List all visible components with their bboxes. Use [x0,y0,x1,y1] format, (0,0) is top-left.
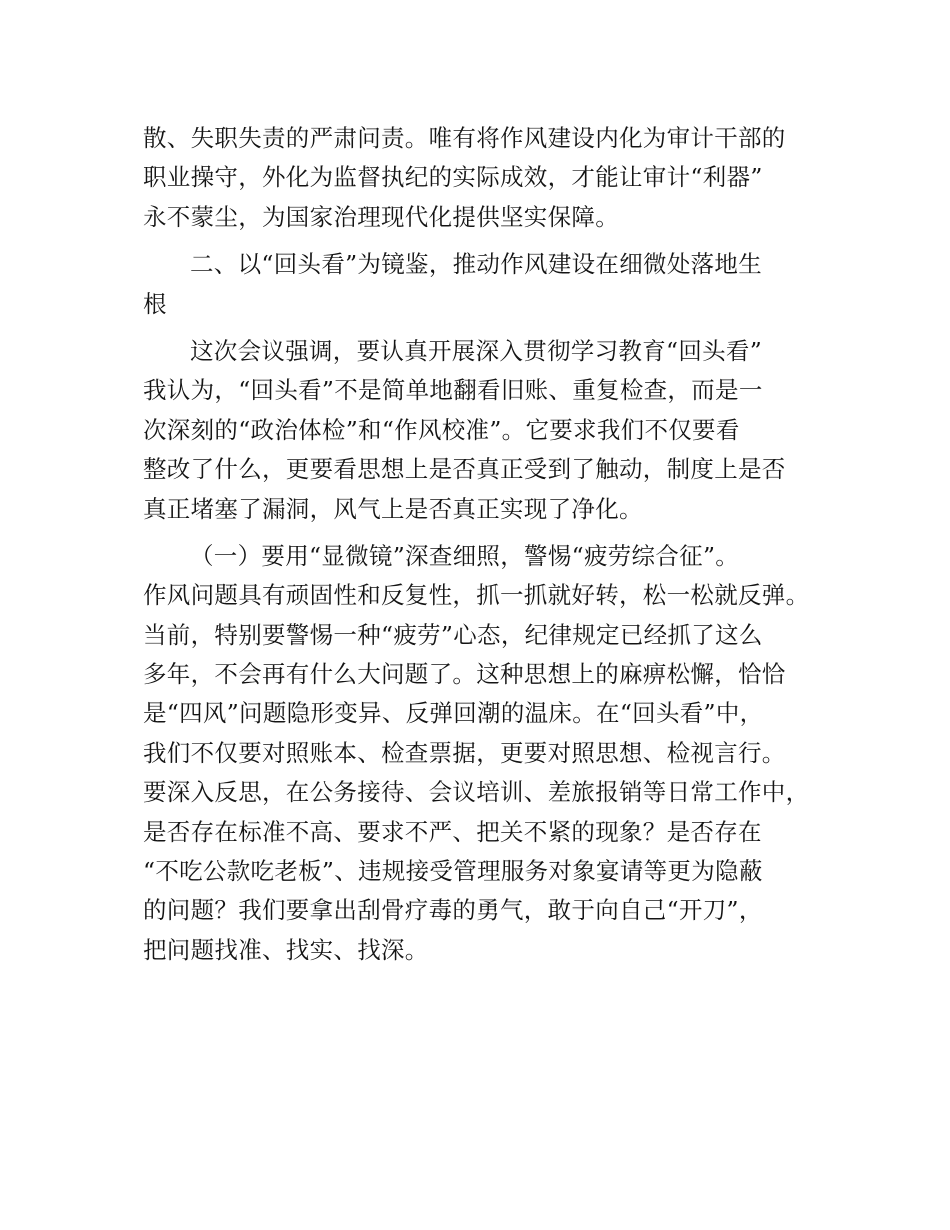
heading-line: 根 [143,289,167,318]
paragraph-line: 职业操守，外化为监督执纪的实际成效，才能让审计“利器” [143,163,763,192]
paragraph-line: 多年，不会再有什么大问题了。这种思想上的麻痹松懈，恰恰 [143,660,786,689]
paragraph-p3 [143,537,815,970]
paragraph-line: 真正堵塞了漏洞，风气上是否真正实现了净化。 [143,494,643,523]
paragraph-line: 我认为，“回头看”不是简单地翻看旧账、重复检查，而是一 [143,376,763,405]
paragraph-line: 是“四风”问题隐形变异、反弹回潮的温床。在“回头看”中， [143,699,764,728]
section-heading-2 [143,245,815,324]
paragraph-p1 [143,119,815,237]
document-body [143,119,815,970]
paragraph-line: 的问题？我们要拿出刮骨疗毒的勇气，敢于向自己“开刀”， [143,896,763,925]
paragraph-line: 作风问题具有顽固性和反复性，抓一抓就好转，松一松就反弹。 [143,581,810,610]
paragraph-line: 当前，特别要警惕一种“疲劳”心态，纪律规定已经抓了这么 [143,620,763,649]
heading-line: 二、以“回头看”为镜鉴，推动作风建设在细微处落地生 [190,250,763,279]
paragraph-line: 要深入反思，在公务接待、会议培训、差旅报销等日常工作中， [143,778,810,807]
paragraph-spacer [143,529,815,537]
paragraph-line: 是否存在标准不高、要求不严、把关不紧的现象？是否存在 [143,817,762,846]
paragraph-line: 把问题找准、找实、找深。 [143,935,429,964]
paragraph-spacer [143,324,815,332]
paragraph-line: （一）要用“显微镜”深查细照，警惕“疲劳综合征”。 [190,541,740,570]
paragraph-line: 永不蒙尘，为国家治理现代化提供坚实保障。 [143,202,619,231]
paragraph-p2 [143,332,815,529]
paragraph-line: 我们不仅要对照账本、检查票据，更要对照思想、检视言行。 [143,738,786,767]
paragraph-spacer [143,237,815,245]
paragraph-line: 次深刻的“政治体检”和“作风校准”。它要求我们不仅要看 [143,415,740,444]
paragraph-line: “不吃公款吃老板”、违规接受管理服务对象宴请等更为隐蔽 [143,857,763,886]
paragraph-line: 整改了什么，更要看思想上是否真正受到了触动，制度上是否 [143,455,786,484]
paragraph-line: 散、失职失责的严肃问责。唯有将作风建设内化为审计干部的 [143,124,786,152]
paragraph-line: 这次会议强调，要认真开展深入贯彻学习教育“回头看” [190,336,763,365]
